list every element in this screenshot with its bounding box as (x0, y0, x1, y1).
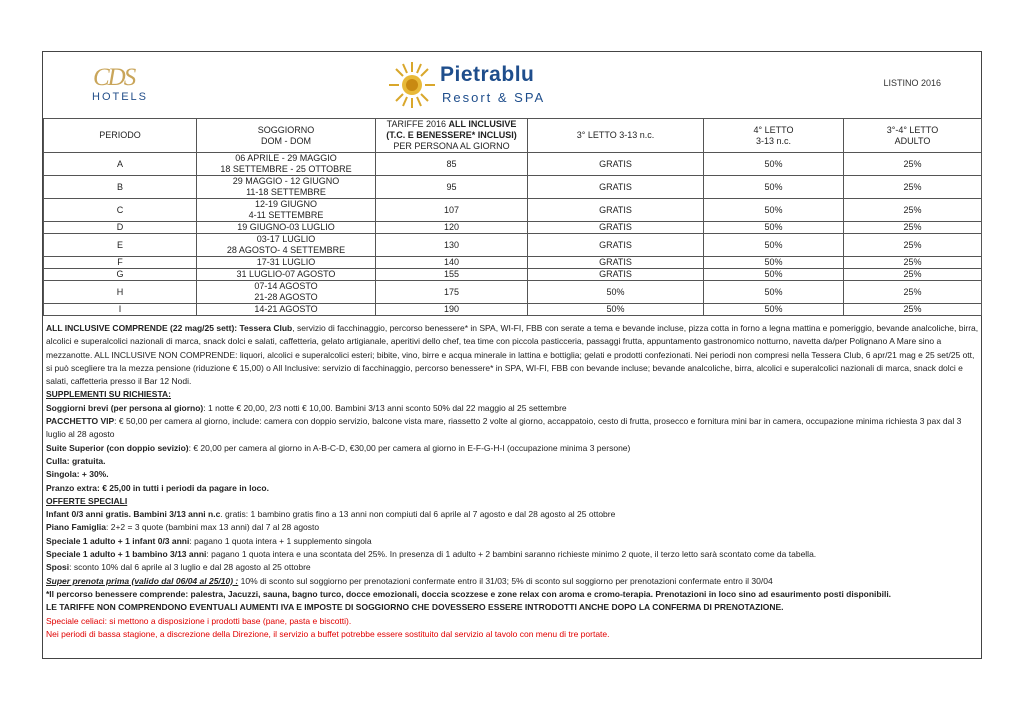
note-paragraph (46, 548, 981, 561)
cell-soggiorno-text: 07-14 AGOSTO (254, 281, 318, 291)
cell-adulto-text: 25% (903, 204, 922, 215)
header-4-letto (704, 119, 844, 153)
header-periodo (44, 119, 197, 153)
cell-adulto-text: 25% (903, 304, 922, 314)
cell-3-letto (528, 176, 704, 199)
note-paragraph (46, 388, 981, 401)
cell-adulto (844, 269, 982, 281)
cell-tariffa-text: 95 (446, 181, 457, 192)
note-text: : sconto 10% dal 6 aprile al 3 luglio e dal 28 agosto al 25 ottobre (69, 562, 311, 573)
cell-soggiorno (197, 153, 376, 176)
note-paragraph (46, 442, 981, 455)
cell-tariffa-text: 190 (443, 304, 460, 314)
note-text: , servizio di facchinaggio, percorso benessere* in SPA, WI-FI, FBB con serate a tema e bevande incluse, pizza cotta in forno a legna mattina e pomeriggio, bevande analcoliche, birra, alcolici e superalcolici nazionali di marca, snack dolci e salati, caffetteria, gelato artigianale, aperitivi dello chef, tea time con piccola pasticceria, passaggi frutta, appuntamento gastronomico notturno, navetta da/per Polignano A Mare sino a mezzanotte. ALL INCLUSIVE NON COMPRENDE: liquori, alcolici e superalcolici esteri; bibite, vino, birre e acqua minerale in lattina e bottiglia; gelati e prodotti confezionati. Nei periodi non compresi nella Tessera Club, 6 apr/21 mag e 25 set/25 ott, si può scegliere tra la mezza pensione (riduzione € 15,00) o All Inclusive: servizio di facchinaggio, percorso benessere* in SPA, WI-FI, FBB con bevande incluse; bevande analcoliche, birra, alcolici e superalcolici nazionali di marca, snack dolci e salati, caffetteria presso il Bar 12 Nodi. (46, 323, 979, 387)
cds-logo-subtitle: HOTELS (92, 91, 149, 103)
cell-3-letto (528, 199, 704, 222)
cell-periodo (44, 199, 197, 222)
cell-soggiorno-text: 21-28 AGOSTO (254, 292, 318, 302)
note-text: Culla: gratuita. (46, 455, 106, 466)
cell-soggiorno (197, 176, 376, 199)
note-text: Suite Superior (con doppio sevizio) (46, 442, 189, 453)
cell-tariffa (376, 176, 528, 199)
cell-tariffa-text: 120 (443, 222, 460, 232)
pietrablu-logo (387, 60, 557, 110)
cell-4-letto-text: 50% (764, 239, 783, 250)
note-paragraph (46, 508, 981, 521)
header-periodo-text: PERIODO (99, 130, 141, 140)
cell-periodo (44, 269, 197, 281)
cell-soggiorno-text: 06 APRILE - 29 MAGGIO (235, 153, 337, 163)
table-header-row (44, 119, 982, 153)
cell-soggiorno (197, 269, 376, 281)
cell-adulto (844, 257, 982, 269)
note-text: Pranzo extra: € 25,00 in tutti i periodi da pagare in loco. (46, 482, 269, 493)
cell-periodo-text: F (117, 257, 123, 267)
cell-periodo-text: E (116, 239, 123, 250)
cell-4-letto (704, 257, 844, 269)
cell-periodo-text: A (116, 158, 123, 169)
cell-adulto (844, 222, 982, 234)
cell-4-letto-text: 50% (764, 204, 783, 215)
cell-3-letto-text: GRATIS (599, 257, 632, 267)
note-paragraph (46, 455, 981, 468)
cell-3-letto-text: GRATIS (599, 222, 632, 232)
cell-4-letto-text: 50% (764, 304, 783, 314)
note-text: Speciale 1 adulto + 1 infant 0/3 anni (46, 535, 190, 546)
cell-periodo-text: H (116, 286, 124, 297)
note-paragraph (46, 588, 981, 601)
cell-4-letto-text: 50% (764, 181, 783, 192)
cell-soggiorno (197, 304, 376, 316)
cell-adulto-text: 25% (903, 286, 922, 297)
cell-3-letto-text: GRATIS (599, 239, 632, 250)
cell-periodo (44, 176, 197, 199)
price-list-sheet (42, 51, 982, 659)
cell-periodo (44, 234, 197, 257)
cell-tariffa (376, 234, 528, 257)
cell-soggiorno-text: 17-31 LUGLIO (256, 257, 316, 267)
notes-section (43, 322, 981, 641)
cell-tariffa-text: 155 (443, 269, 460, 279)
cell-4-letto (704, 234, 844, 257)
cell-4-letto-text: 50% (764, 286, 783, 297)
note-text: LE TARIFFE NON COMPRENDONO EVENTUALI AUMENTI IVA E IMPOSTE DI SOGGIORNO CHE DOVESSERO ESSERE INTRODOTTI ANCHE DOPO LA CONFERMA DI PRENOTAZIONE. (46, 602, 784, 613)
table-row (44, 153, 982, 176)
cell-soggiorno-text: 18 SETTEMBRE - 25 OTTOBRE (220, 164, 352, 174)
cell-soggiorno (197, 234, 376, 257)
header-3-letto-text: 3° LETTO 3-13 n.c. (576, 130, 655, 140)
table-row (44, 234, 982, 257)
note-paragraph (46, 535, 981, 548)
cell-4-letto-text: 50% (764, 222, 783, 232)
cell-4-letto-text: 50% (764, 158, 783, 169)
cell-3-letto-text: GRATIS (599, 181, 632, 192)
note-text: Infant 0/3 anni gratis. Bambini 3/13 anni n.c (46, 509, 221, 520)
cell-soggiorno-text: 11-18 SETTEMBRE (246, 187, 326, 197)
header-tariffe-text: TARIFFE 2016 ALL INCLUSIVE (386, 119, 517, 129)
cell-tariffa (376, 257, 528, 269)
cell-4-letto (704, 199, 844, 222)
pietrablu-name: Pietrablu (440, 63, 535, 86)
note-text: : € 50,00 per camera al giorno, include: camera con doppio servizio, balcone vista mare, riassetto 2 volte al giorno, accappatoio, cesto di frutta, prosecco e fornitura mini bar in camera, occupazione minima richiesta 3 pax dal 3 luglio al 28 agosto (46, 416, 962, 440)
cds-hotels-logo (89, 64, 149, 104)
header-soggiorno-text: DOM - DOM (261, 135, 311, 146)
note-paragraph (46, 322, 981, 388)
cell-periodo-text: B (116, 181, 123, 192)
note-text: Speciale 1 adulto + 1 bambino 3/13 anni (46, 549, 207, 560)
cell-4-letto (704, 281, 844, 304)
cell-3-letto-text: GRATIS (599, 158, 632, 169)
note-text: . gratis: 1 bambino gratis fino a 13 anni non compiuti dal 6 aprile al 7 agosto e dal 28 agosto al 25 ottobre (220, 509, 616, 520)
cell-3-letto (528, 257, 704, 269)
cell-periodo-text: C (116, 204, 124, 215)
cell-soggiorno-text: 4-11 SETTEMBRE (248, 210, 324, 220)
cell-4-letto (704, 222, 844, 234)
note-paragraph (46, 521, 981, 534)
cell-tariffa-text: 130 (443, 239, 460, 250)
cell-adulto-text: 25% (903, 158, 922, 169)
cell-periodo (44, 257, 197, 269)
listino-label: LISTINO 2016 (883, 78, 941, 88)
header-4-letto-text: 4° LETTO (753, 124, 794, 135)
sun-icon (387, 60, 437, 110)
table-row (44, 281, 982, 304)
note-text: Singola: + 30%. (46, 469, 109, 480)
cell-periodo-text: I (118, 304, 122, 314)
note-text: : 1 notte € 20,00, 2/3 notti € 10,00. Bambini 3/13 anni sconto 50% dal 22 maggio al 25 settembre (203, 402, 567, 413)
note-text: : 2+2 = 3 quote (bambini max 13 anni) dal 7 al 28 agosto (106, 522, 320, 533)
table-row (44, 257, 982, 269)
cell-adulto (844, 153, 982, 176)
cell-periodo (44, 304, 197, 316)
table-row (44, 199, 982, 222)
table-row (44, 222, 982, 234)
cell-adulto-text: 25% (903, 257, 922, 267)
cell-soggiorno (197, 257, 376, 269)
pietrablu-tagline: Resort & SPA (442, 90, 546, 105)
header (43, 52, 981, 118)
note-text: Super prenota prima (valido dal 06/04 al 25/10) : (46, 575, 239, 586)
cell-3-letto (528, 304, 704, 316)
note-paragraph (46, 468, 981, 481)
cell-adulto (844, 281, 982, 304)
table-row (44, 304, 982, 316)
table-row (44, 176, 982, 199)
cell-soggiorno-text: 31 LUGLIO-07 AGOSTO (236, 269, 336, 279)
cell-adulto (844, 176, 982, 199)
note-text: Speciale celiaci: si mettono a disposizione i prodotti base (pane, pasta e biscotti). (46, 615, 352, 626)
cds-logo-mark: CDS (93, 64, 135, 91)
note-text: Nei periodi di bassa stagione, a discrezione della Direzione, il servizio a buffet potrebbe essere sostituito dal servizio al tavolo con menu di tre portate. (46, 628, 610, 639)
header-adulto-text: 3°-4° LETTO (886, 124, 939, 135)
cell-periodo-text: D (116, 222, 124, 232)
cell-tariffa (376, 222, 528, 234)
cell-adulto-text: 25% (903, 239, 922, 250)
cell-3-letto (528, 153, 704, 176)
note-text: : pagano 1 quota intera e una scontata del 25%. In presenza di 1 adulto + 2 bambini saranno richieste minimo 2 quote, il terzo letto sarà scontato come da tabella. (206, 549, 817, 560)
note-text: Sposi (46, 562, 70, 573)
cell-4-letto-text: 50% (764, 269, 783, 279)
note-text: : € 20,00 per camera al giorno in A-B-C-D, €30,00 per camera al giorno in E-F-G-H-I (occupazione minima 3 persone) (188, 442, 631, 453)
header-3-letto (528, 119, 704, 153)
cell-tariffa (376, 269, 528, 281)
cell-soggiorno-text: 14-21 AGOSTO (254, 304, 318, 314)
cell-tariffa-text: 140 (443, 257, 460, 267)
header-tariffe (376, 119, 528, 153)
cell-4-letto-text: 50% (764, 257, 783, 267)
cell-4-letto (704, 304, 844, 316)
note-text: : pagano 1 quota intera + 1 supplemento singola (189, 535, 372, 546)
note-paragraph (46, 402, 981, 415)
note-paragraph (46, 615, 981, 628)
header-tariffe-text: PER PERSONA AL GIORNO (393, 141, 510, 151)
table-row (44, 269, 982, 281)
note-paragraph (46, 415, 981, 442)
cell-tariffa (376, 281, 528, 304)
cell-adulto (844, 199, 982, 222)
header-adulto-text: ADULTO (894, 135, 931, 146)
cell-soggiorno (197, 222, 376, 234)
note-text: 10% di sconto sul soggiorno per prenotazioni confermate entro il 31/03; 5% di sconto sul soggiorno per prenotazioni confermate entro il 30/04 (238, 575, 773, 586)
cell-tariffa (376, 304, 528, 316)
header-tariffe-text: (T.C. E BENESSERE* INCLUSI) (386, 130, 517, 140)
cell-3-letto (528, 281, 704, 304)
cell-adulto (844, 234, 982, 257)
cell-tariffa-text: 175 (443, 286, 460, 297)
cell-adulto-text: 25% (903, 269, 922, 279)
note-paragraph (46, 601, 981, 614)
note-text: *Il percorso benessere comprende: palestra, Jacuzzi, sauna, bagno turco, docce emozionali, doccia scozzese e zone relax con aroma e cromo-terapia. Prenotazioni in loco sino ad esaurimento posti disponibili. (46, 588, 892, 599)
cell-soggiorno-text: 03-17 LUGLIO (256, 234, 316, 244)
cell-soggiorno (197, 199, 376, 222)
note-text: ALL INCLUSIVE COMPRENDE (22 mag/25 sett): Tessera Club (46, 323, 293, 333)
header-adulto (844, 119, 982, 153)
note-text: Soggiorni brevi (per persona al giorno) (46, 402, 204, 413)
cell-3-letto-text: 50% (606, 286, 625, 297)
note-paragraph (46, 561, 981, 574)
rates-table (43, 118, 982, 316)
header-soggiorno-text: SOGGIORNO (257, 124, 315, 135)
note-text: OFFERTE SPECIALI (46, 495, 128, 506)
cell-3-letto (528, 234, 704, 257)
cell-3-letto-text: GRATIS (599, 269, 632, 279)
note-paragraph (46, 575, 981, 588)
note-paragraph (46, 495, 981, 508)
cell-periodo (44, 153, 197, 176)
cell-periodo (44, 281, 197, 304)
cell-soggiorno-text: 29 MAGGIO - 12 GIUGNO (232, 176, 340, 186)
cell-3-letto (528, 269, 704, 281)
cell-soggiorno-text: 28 AGOSTO- 4 SETTEMBRE (226, 245, 346, 255)
note-paragraph (46, 482, 981, 495)
cell-3-letto (528, 222, 704, 234)
cell-periodo-text: G (116, 269, 124, 279)
cell-adulto-text: 25% (903, 222, 922, 232)
header-4-letto-text: 3-13 n.c. (755, 135, 792, 146)
cell-tariffa-text: 85 (446, 158, 457, 169)
cell-periodo (44, 222, 197, 234)
cell-tariffa (376, 199, 528, 222)
cell-4-letto (704, 153, 844, 176)
cell-adulto-text: 25% (903, 181, 922, 192)
cell-soggiorno-text: 19 GIUGNO-03 LUGLIO (237, 222, 335, 232)
cell-adulto (844, 304, 982, 316)
cell-3-letto-text: GRATIS (599, 204, 632, 215)
note-text: SUPPLEMENTI SU RICHIESTA: (46, 389, 171, 400)
note-text: Piano Famiglia (46, 522, 106, 533)
cell-4-letto (704, 176, 844, 199)
cell-tariffa-text: 107 (443, 204, 460, 215)
cell-soggiorno-text: 12-19 GIUGNO (254, 199, 318, 209)
cell-tariffa (376, 153, 528, 176)
header-soggiorno (197, 119, 376, 153)
cell-4-letto (704, 269, 844, 281)
note-text: PACCHETTO VIP (46, 416, 115, 427)
cell-3-letto-text: 50% (606, 304, 625, 314)
cell-soggiorno (197, 281, 376, 304)
note-paragraph (46, 628, 981, 641)
